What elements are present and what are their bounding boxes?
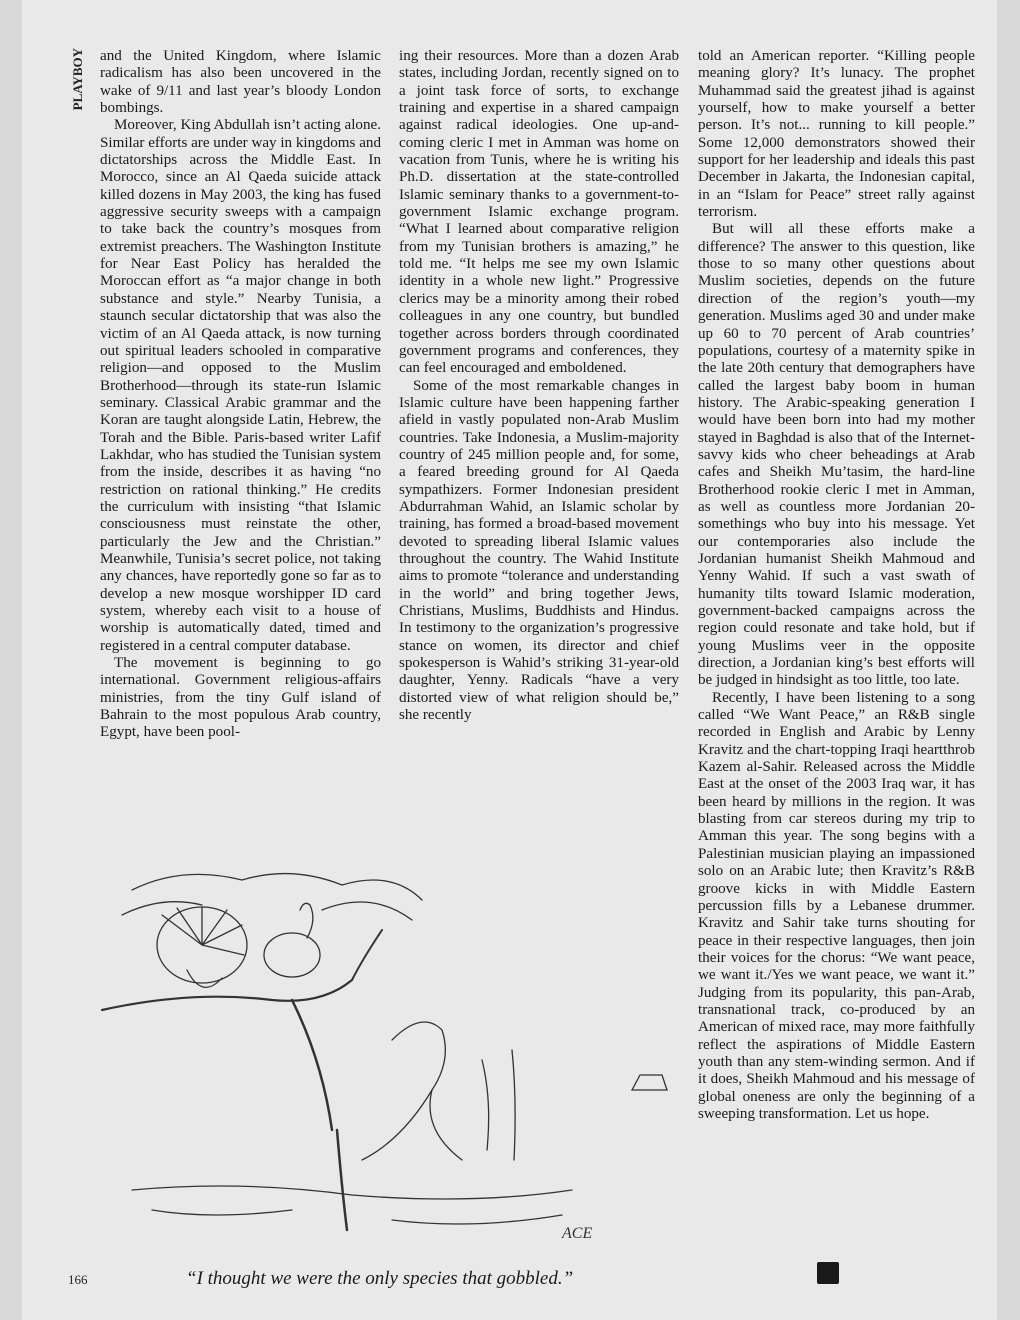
text-column-2: [399, 48, 679, 724]
magazine-page: [22, 0, 997, 1320]
cartoonist-signature: ACE: [562, 1225, 593, 1242]
text-column-3: [698, 48, 975, 1123]
cartoon-caption: “I thought we were the only species that gobbled.”: [186, 1268, 574, 1289]
text-column-1: [100, 48, 381, 742]
paragraph: Recently, I have been listening to a song called “We Want Peace,” an R&B single recorded in English and Arabic by Lenny Kravitz and the chart-topping Iraqi heartthrob Kazem al-Sahir. Released across the Middle East at the onset of the 2003 Iraq war, it has been heard by millions in the region. It was blasting from car stereos during my trip to Amman this year. The song begins with a Palestinian musician playing an impassioned solo on an Arabic lute; then Kravitz’s R&B groove kicks in with Middle Eastern percussion fills by a Lebanese drummer. Kravitz and Sahir take turns shouting for peace in their respective languages, then join their voices for the chorus: “We want peace, we want it./Yes we want peace, we want it.” Judging from its popularity, this pan-Arab, transnational track, co-produced by an American of mixed race, may more faithfully reflect the aspirations of Middle Eastern youth than any stem-winding sermon. And if it does, Sheikh Mahmoud and his message of global oneness are only the beginning of a sweeping transformation. Let us hope.: [698, 689, 975, 1122]
paragraph: Moreover, King Abdullah isn’t acting alone. Similar efforts are under way in kingdoms and dictatorships across the Middle East. In Morocco, since an Al Qaeda suicide attack killed dozens in May 2003, the king has fused aggressive security sweeps with a campaign to take back the country’s mosques from extremist preachers. The Washington Institute for Near East Policy has heralded the Moroccan effort as “a major change in both substance and style.” Nearby Tunisia, a staunch secular dictatorship that was also the victim of an Al Qaeda attack, is now turning out spiritual leaders schooled in comparative religion—and opposed to the Muslim Brotherhood—through its state-run Islamic seminary. Classical Arabic grammar and the Koran are taught alongside Latin, Hebrew, the Torah and the Bible. Paris-based writer Lafif Lakhdar, who has studied the Tunisian system from the inside, describes it as having “no restriction on rational thinking.” He credits the curriculum with insisting “that Islamic consciousness must reinstate the other, particularly the Jew and the Christian.” Meanwhile, Tunisia’s secret police, not taking any chances, have reportedly gone so far as to develop a new mosque worshipper ID card system, whereby each visit to a house of worship is automatically dated, timed and registered in a central computer database.: [100, 117, 381, 654]
cartoon-illustration: [92, 860, 692, 1260]
paragraph: But will all these efforts make a difference? The answer to this question, like those to so many other questions about Muslim societies, depends on the future direction of the region’s youth—my generation. Muslims aged 30 and under make up 60 to 70 percent of Arab countries’ populations, courtesy of a maternity spike in the late 20th century that demographers have called the largest baby boom in human history. The Arabic-speaking generation I would have been born into had my mother stayed in Baghdad is also that of the Internet-savvy kids who cheer beheadings at Arab cafes and Sheikh Mu’tasim, the hard-line Brotherhood rookie cleric I met in Amman, as well as countless more Jordanian 20-somethings who buy into his message. Yet our contemporaries also include the Jordanian humanist Sheikh Mahmoud and Yenny Wahid. If such a vast swath of humanity tilts toward Islamic moderation, government-backed campaigns across the region could resonate and take hold, but if young Muslims veer in the opposite direction, a Jordanian king’s best efforts will be judged in hindsight as too little, too late.: [698, 221, 975, 689]
paragraph: and the United Kingdom, where Islamic radicalism has also been uncovered in the wake of 9/11 and last year’s bloody London bombings.: [100, 48, 381, 117]
running-head: PLAYBOY: [70, 48, 85, 111]
paragraph: ing their resources. More than a dozen Arab states, including Jordan, recently signed on to a joint task force of sorts, to exchange training and expertise in a shared campaign against radical ideologies. One up-and-coming cleric I met in Amman was home on vacation from Tunis, where he is writing his Ph.D. dissertation at the state-controlled Islamic seminary thanks to a government-to-government Islamic exchange program. “What I learned about comparative religion from my Tunisian brothers is amazing,” he told me. “It helps me see my own Islamic identity in a whole new light.” Progressive clerics may be a minority among their robed colleagues in any one country, but bundled together across borders through coordinated government programs and conferences, they can feel encouraged and emboldened.: [399, 48, 679, 377]
paragraph: told an American reporter. “Killing people meaning glory? It’s lunacy. The prophet Muhammad said the greatest jihad is against yourself, how to make yourself a better person. It’s not... running to kill people.” Some 12,000 demonstrators showed their support for her leadership and ideals this past December in Jakarta, the Indonesian capital, in an “Islam for Peace” street rally against terrorism.: [698, 48, 975, 221]
paragraph: The movement is beginning to go international. Government religious-affairs ministries, from the tiny Gulf island of Bahrain to the most populous Arab country, Egypt, have been pool-: [100, 655, 381, 741]
page-number: 166: [68, 1272, 88, 1287]
rabbit-logo-icon: [817, 1262, 839, 1284]
paragraph: Some of the most remarkable changes in Islamic culture have been happening farther afield in vastly populated non-Arab Muslim countries. Take Indonesia, a Muslim-majority country of 245 million people and, for some, a feared breeding ground for Al Qaeda sympathizers. Former Indonesian president Abdurrahman Wahid, an Islamic scholar by training, has formed a broad-based movement devoted to spreading liberal Islamic values throughout the country. The Wahid Institute aims to promote “tolerance and understanding in the world” and bring together Jews, Christians, Muslims, Buddhists and Hindus. In testimony to the organization’s progressive stance on women, its director and chief spokesperson is Wahid’s striking 31-year-old daughter, Yenny. Radicals “have a very distorted view of what religion should be,” she recently: [399, 377, 679, 724]
